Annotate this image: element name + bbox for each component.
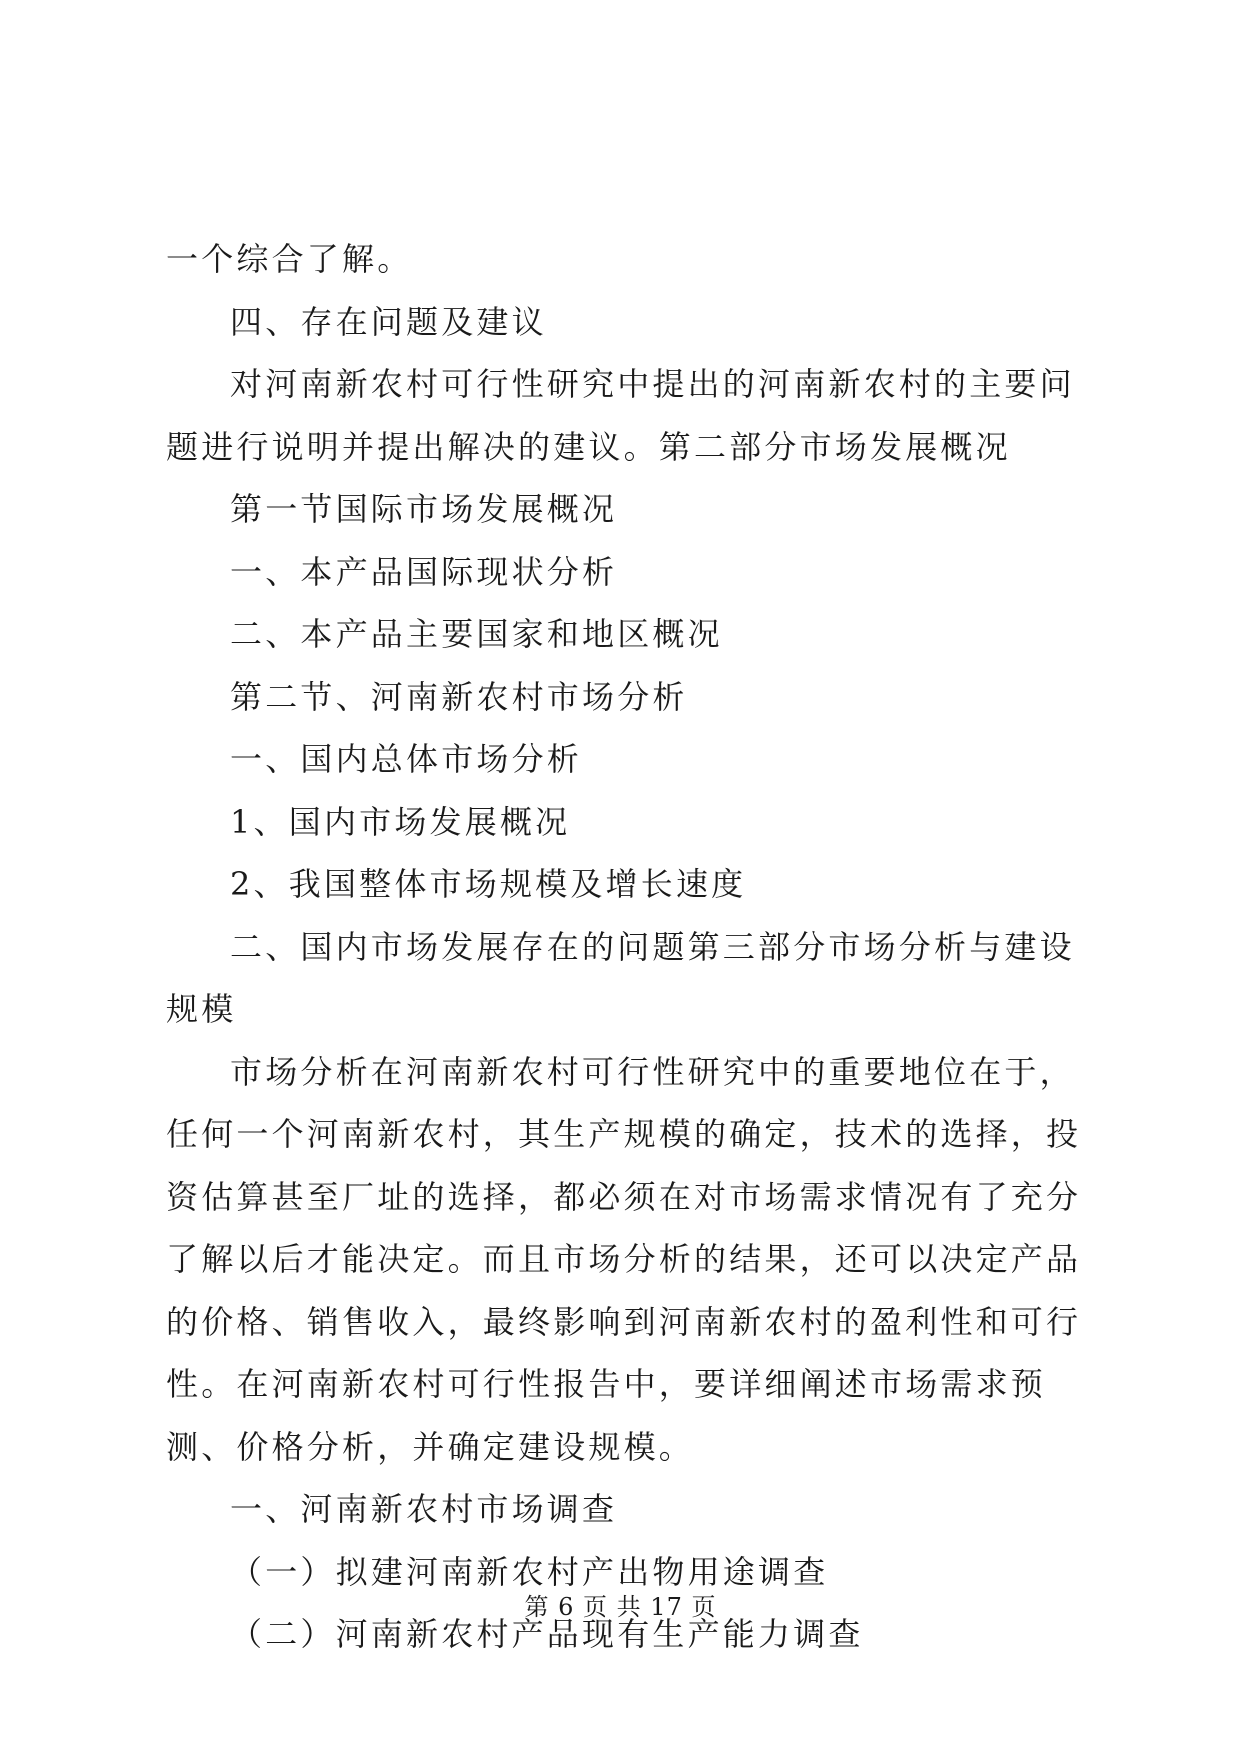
document-body bbox=[166, 228, 1082, 1666]
paragraph-13: 一、河南新农村市场调查 bbox=[230, 1490, 618, 1528]
paragraph-2: 四、存在问题及建议 bbox=[230, 302, 547, 341]
paragraph-10: 2、我国整体市场规模及增长速度 bbox=[230, 865, 747, 903]
paragraph-9: 1、国内市场发展概况 bbox=[230, 802, 571, 841]
paragraph-15: （二）河南新农村产品现有生产能力调查 bbox=[230, 1615, 864, 1653]
page-number-footer: 第 6 页 共 17 页 bbox=[524, 1593, 717, 1621]
paragraph-6: 二、本产品主要国家和地区概况 bbox=[230, 615, 723, 653]
paragraph-8: 一、国内总体市场分析 bbox=[230, 740, 583, 778]
paragraph-12: 市场分析在河南新农村可行性研究中的重要地位在于，任何一个河南新农村，其生产规模的确定，技术的选择，投资估算甚至厂址的选择，都必须在对市场需求情况有了充分了解以后才能决定。而且市场分析的结果，还可以决定产品的价格、销售收入，最终影响到河南新农村的盈利性和可行性。在河南新农村可行性报告中，要详细阐述市场需求预测、价格分析，并确定建设规模。 bbox=[166, 1052, 1082, 1466]
paragraph-7: 第二节、河南新农村市场分析 bbox=[230, 677, 688, 716]
paragraph-14: （一）拟建河南新农村产出物用途调查 bbox=[230, 1552, 829, 1591]
paragraph-1: 一个综合了解。 bbox=[166, 240, 413, 278]
paragraph-4: 第一节国际市场发展概况 bbox=[230, 490, 618, 528]
paragraph-3: 对河南新农村可行性研究中提出的河南新农村的主要问题进行说明并提出解决的建议。第二部分市场发展概况 bbox=[166, 365, 1075, 466]
paragraph-11: 二、国内市场发展存在的问题第三部分市场分析与建设规模 bbox=[166, 927, 1075, 1028]
paragraph-5: 一、本产品国际现状分析 bbox=[230, 552, 618, 591]
